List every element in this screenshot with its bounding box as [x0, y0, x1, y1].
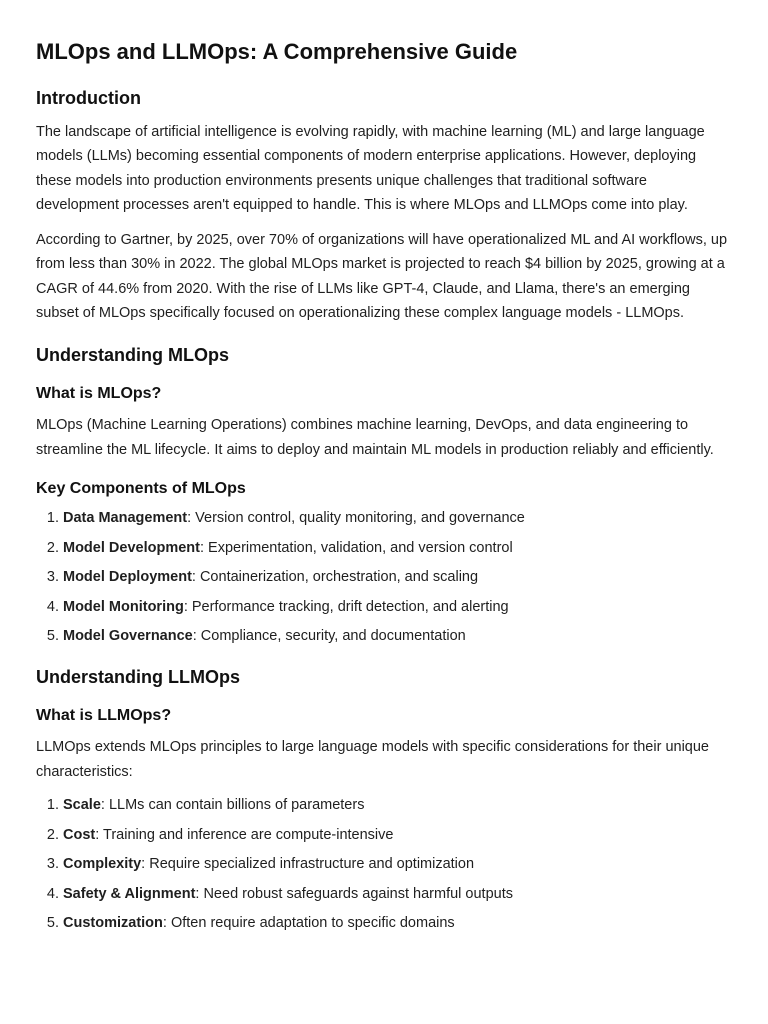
intro-heading: Introduction — [36, 88, 141, 108]
list-item-term: Customization — [63, 915, 163, 932]
llmops-heading: Understanding LLMOps — [36, 667, 240, 688]
list-item — [63, 597, 732, 618]
list-item — [63, 854, 732, 875]
list-item-term: Safety & Alignment — [63, 885, 196, 902]
list-item-term: Model Deployment — [63, 569, 192, 586]
list-item-term: Cost — [63, 826, 96, 843]
list-item — [63, 508, 732, 529]
page-title: MLOps and LLMOps: A Comprehensive Guide — [36, 39, 518, 64]
what-is-mlops-heading: What is MLOps? — [36, 385, 162, 403]
list-item-term: Scale — [63, 796, 101, 813]
list-item — [63, 567, 732, 588]
list-item-desc: : Experimentation, validation, and version control — [199, 539, 513, 556]
intro-paragraph-1: The landscape of artificial intelligence is evolving rapidly, with machine learning (ML) and large language models (LLMs) becoming essential components of modern enterprise applications. However, deploying these models into production environments presents unique challenges that traditional software development processes aren't equipped to handle. This is where MLOps and LLMOps come into play. — [36, 124, 705, 213]
list-item-desc: : Training and inference are compute-intensive — [95, 826, 394, 843]
list-item-term: Model Governance — [63, 628, 193, 645]
list-item — [63, 626, 732, 647]
what-is-llmops-heading: What is LLMOps? — [36, 707, 172, 725]
list-item-term: Model Monitoring — [63, 598, 184, 615]
list-item — [63, 913, 732, 934]
list-item-desc: : LLMs can contain billions of parameters — [100, 796, 365, 813]
mlops-components-list — [36, 508, 732, 647]
mlops-heading: Understanding MLOps — [36, 345, 229, 366]
list-item — [63, 795, 732, 816]
list-item-desc: : Performance tracking, drift detection, and alerting — [183, 598, 509, 615]
list-item — [63, 825, 732, 846]
list-item-desc: : Often require adaptation to specific domains — [162, 915, 455, 932]
llmops-characteristics-list — [36, 795, 732, 934]
list-item-term: Data Management — [63, 509, 188, 526]
list-item-desc: : Need robust safeguards against harmful outputs — [195, 885, 513, 902]
list-item-desc: : Containerization, orchestration, and scaling — [191, 569, 479, 586]
mlops-components-heading: Key Components of MLOps — [36, 479, 246, 497]
intro-paragraph-2: According to Gartner, by 2025, over 70% of organizations will have operationalized ML and AI workflows, up from less than 30% in 2022. The global MLOps market is projected to reach $4 billion by 2025, growing at a CAGR of 44.6% from 2020. With the rise of LLMs like GPT-4, Claude, and Llama, there's an emerging subset of MLOps specifically focused on operationalizing these complex language models - LLMOps. — [36, 232, 728, 322]
llmops-description: LLMOps extends MLOps principles to large language models with specific considerations for their unique characteristics: — [36, 739, 709, 780]
list-item-desc: : Version control, quality monitoring, and governance — [187, 509, 525, 526]
list-item-term: Complexity — [63, 856, 142, 873]
list-item-desc: : Require specialized infrastructure and optimization — [141, 856, 475, 873]
list-item-desc: : Compliance, security, and documentation — [192, 628, 466, 645]
mlops-description: MLOps (Machine Learning Operations) combines machine learning, DevOps, and data engineering to streamline the ML lifecycle. It aims to deploy and maintain ML models in production reliably and efficiently. — [36, 417, 714, 458]
list-item — [63, 884, 732, 905]
list-item — [63, 538, 732, 559]
list-item-term: Model Development — [63, 539, 200, 556]
